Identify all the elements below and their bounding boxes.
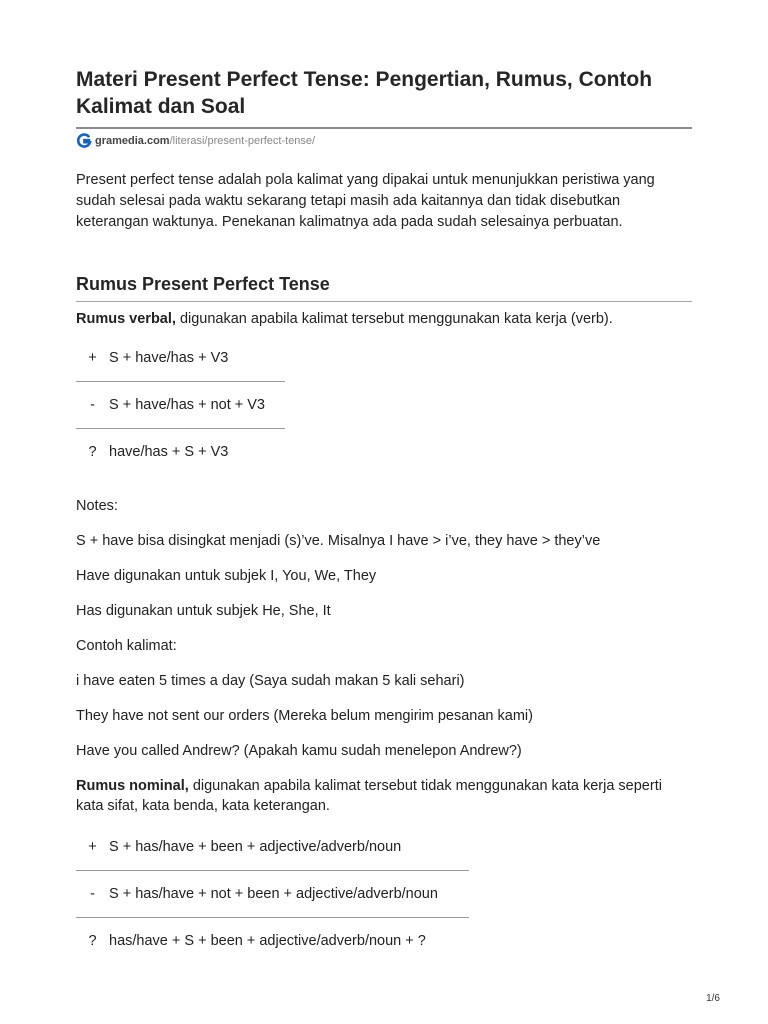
table-row <box>76 824 469 871</box>
table-row <box>76 429 285 476</box>
nominal-paragraph <box>76 776 692 816</box>
verbal-label: Rumus verbal, <box>76 311 176 327</box>
example-heading: Contoh kalimat: <box>76 638 177 654</box>
table-row <box>76 871 469 918</box>
notes-heading: Notes: <box>76 498 118 514</box>
document-title: Materi Present Perfect Tense: Pengertian, Rumus, Contoh Kalimat dan Soal <box>76 68 653 118</box>
formula-text: S + has/have + not + been + adjective/adverb/noun <box>109 871 469 918</box>
formula-text: has/have + S + been + adjective/adverb/noun + ? <box>109 918 469 965</box>
formula-symbol: + <box>88 839 97 855</box>
note-line: Have digunakan untuk subjek I, You, We, They <box>76 568 377 584</box>
formula-symbol: - <box>76 382 109 429</box>
section-divider <box>76 301 692 302</box>
title-divider <box>76 127 692 129</box>
source-path[interactable]: /literasi/present-perfect-tense/ <box>169 135 316 147</box>
formula-text: have/has + S + V3 <box>109 429 285 476</box>
table-row <box>76 335 285 382</box>
note-line: S + have bisa disingkat menjadi (s)’ve. Misalnya I have > i’ve, they have > they’ve <box>76 533 601 549</box>
verbal-paragraph <box>76 309 692 329</box>
example-sentence: i have eaten 5 times a day (Saya sudah makan 5 kali sehari) <box>76 673 465 689</box>
section-heading: Rumus Present Perfect Tense <box>76 274 330 294</box>
nominal-label: Rumus nominal, <box>76 778 189 794</box>
gramedia-logo-icon <box>76 133 92 149</box>
source-domain[interactable]: gramedia.com <box>95 135 170 147</box>
example-sentence: Have you called Andrew? (Apakah kamu sudah menelepon Andrew?) <box>76 743 522 759</box>
example-sentence: They have not sent our orders (Mereka belum mengirim pesanan kami) <box>76 708 533 724</box>
verbal-formula-table <box>76 335 285 475</box>
nominal-text: digunakan apabila kalimat tersebut tidak menggunakan kata kerja seperti kata sifat, kata benda, kata keterangan. <box>76 778 662 814</box>
intro-paragraph: Present perfect tense adalah pola kalimat yang dipakai untuk menunjukkan peristiwa yang sudah selesai pada waktu sekarang tetapi masih ada kaitannya dan tidak disebutkan keterangan waktunya. Penekanan kalimatnya ada pada sudah selesainya perbuatan. <box>76 172 655 230</box>
nominal-formula-table <box>76 824 469 964</box>
page-number: 1/6 <box>706 993 720 1004</box>
formula-symbol: + <box>88 350 97 366</box>
formula-text: S + has/have + been + adjective/adverb/noun <box>109 839 402 855</box>
source-link[interactable] <box>76 131 315 151</box>
formula-symbol: ? <box>76 918 109 965</box>
table-row <box>76 382 285 429</box>
formula-symbol: - <box>76 871 109 918</box>
table-row <box>76 918 469 965</box>
formula-text: S + have/has + V3 <box>109 350 229 366</box>
verbal-text: digunakan apabila kalimat tersebut menggunakan kata kerja (verb). <box>175 311 613 327</box>
formula-symbol: ? <box>76 429 109 476</box>
formula-text: S + have/has + not + V3 <box>109 382 285 429</box>
note-line: Has digunakan untuk subjek He, She, It <box>76 603 331 619</box>
